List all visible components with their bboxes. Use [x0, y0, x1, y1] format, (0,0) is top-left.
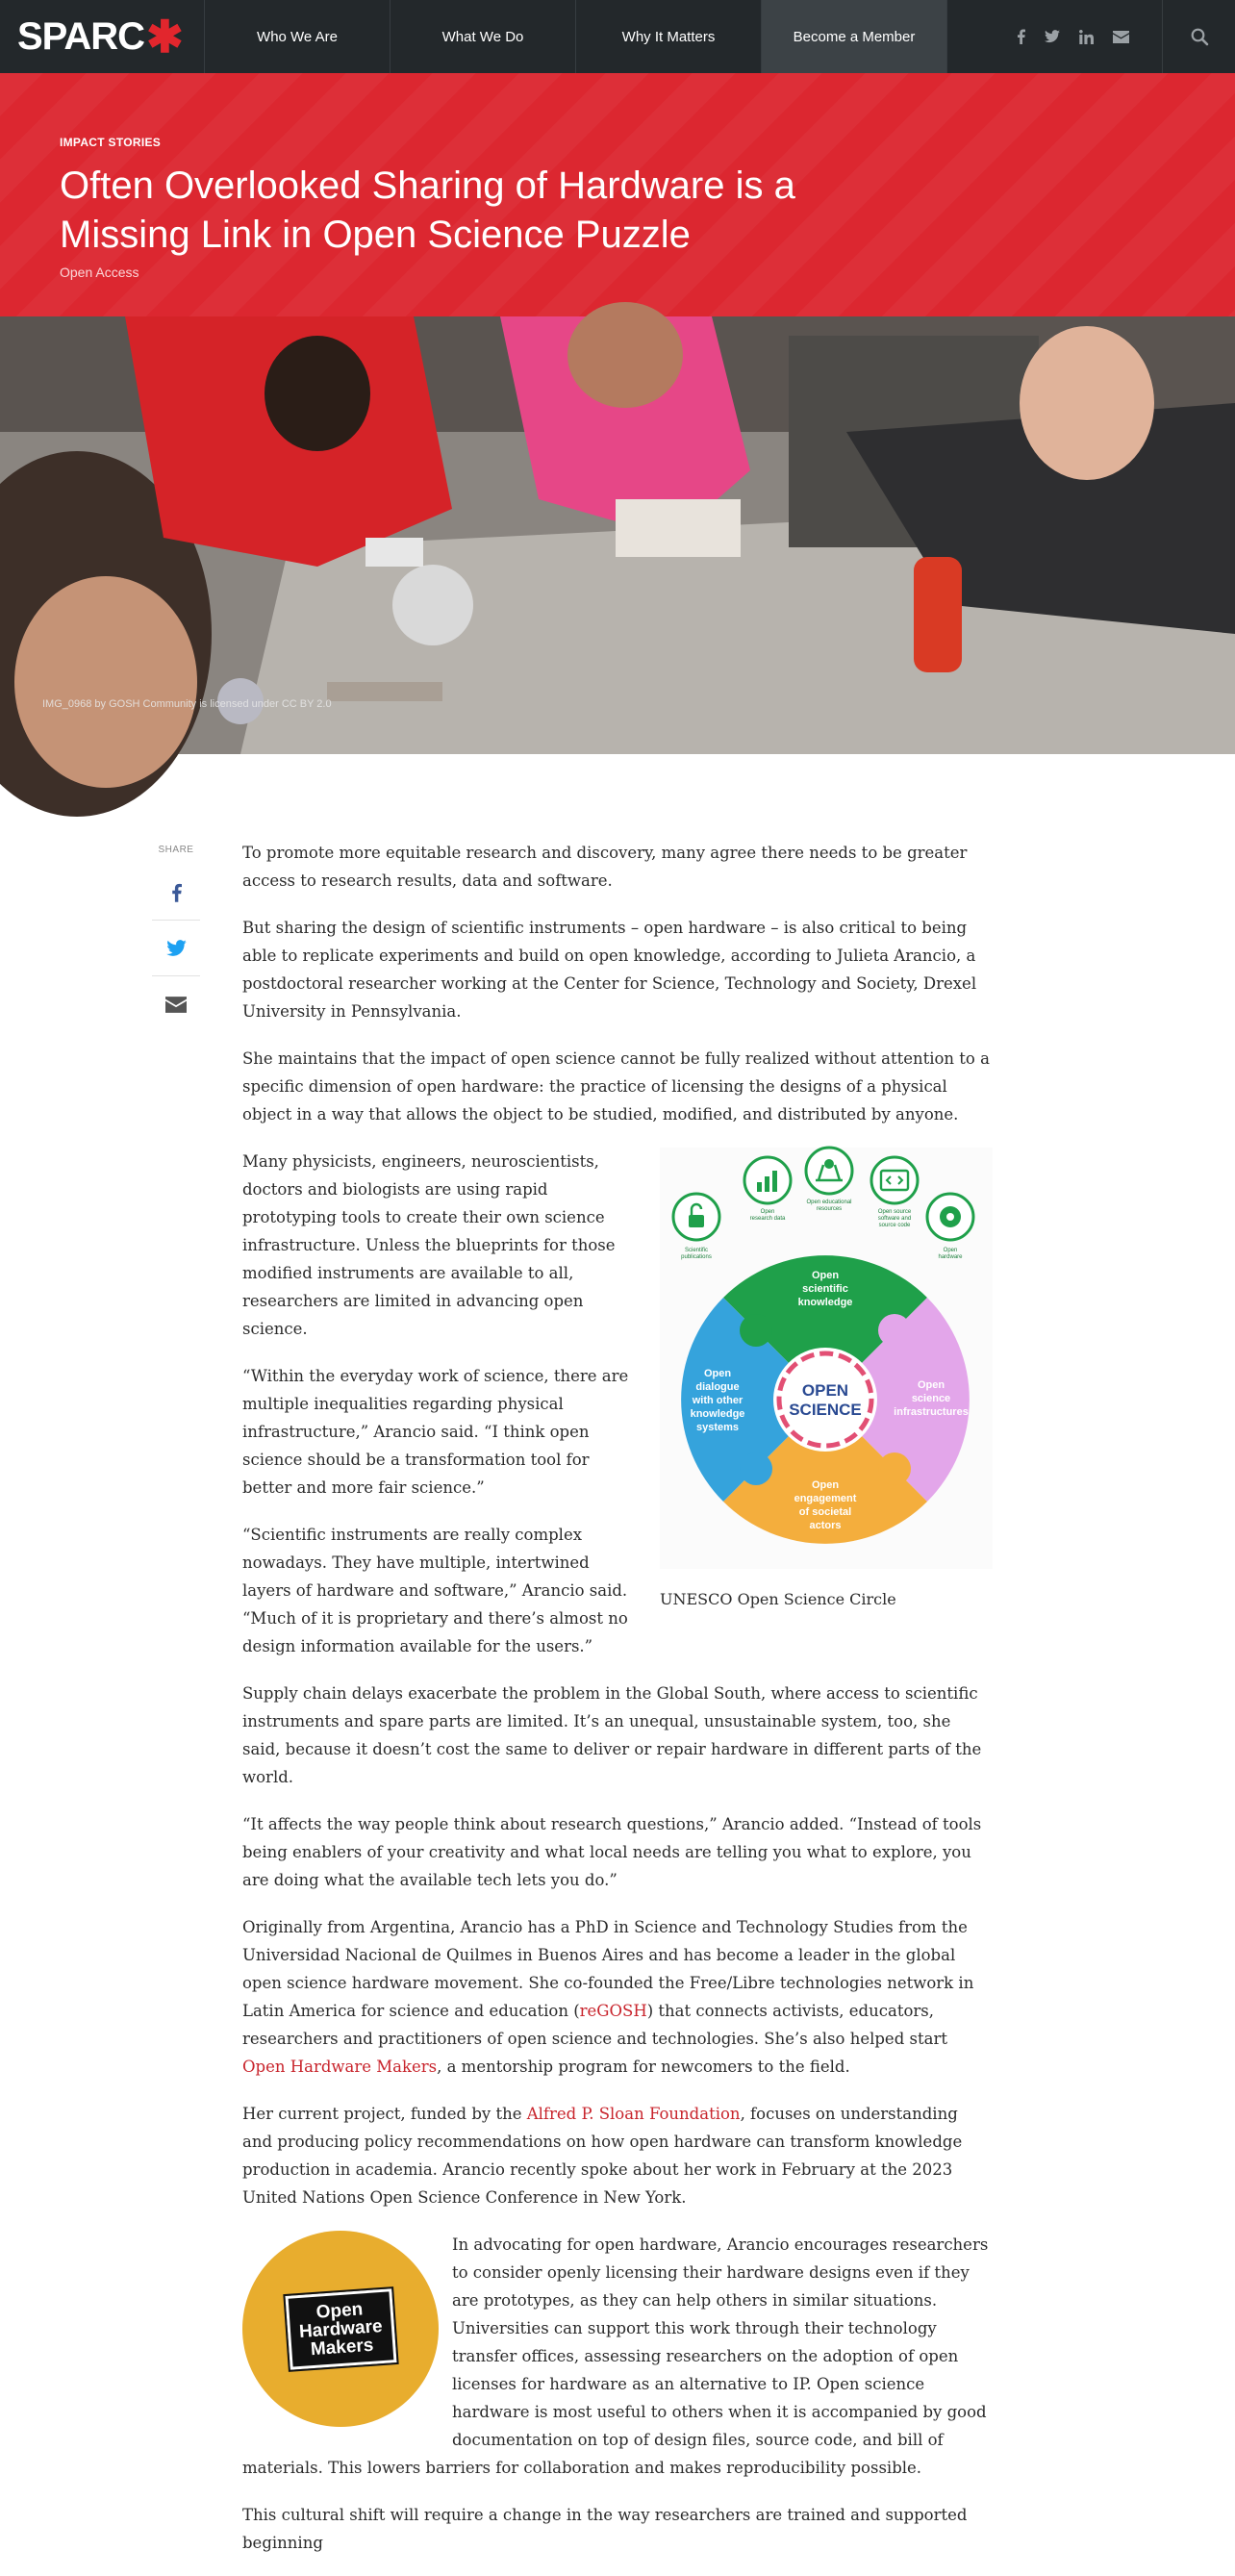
badge-label: publications — [681, 1254, 712, 1260]
segment-label-infrastructures: infrastructures — [894, 1406, 969, 1418]
paragraph — [242, 2100, 993, 2211]
segment-label-engagement: actors — [809, 1520, 842, 1531]
segment-label-dialogue: with other — [692, 1395, 744, 1406]
segment-label-dialogue: systems — [695, 1422, 740, 1433]
figure-caption: UNESCO Open Science Circle — [660, 1590, 896, 1608]
email-icon — [165, 997, 187, 1013]
unesco-figure — [660, 1148, 993, 1613]
facebook-icon — [171, 883, 182, 902]
badge-label: Scientific — [684, 1248, 709, 1253]
linkedin-icon[interactable] — [1079, 30, 1094, 44]
center-label-science: SCIENCE — [789, 1401, 862, 1419]
segment-label-engagement: engagement — [794, 1493, 857, 1504]
search-icon — [1191, 28, 1208, 45]
open-science-circle-diagram — [660, 1148, 993, 1569]
segment-label-infrastructures: Open — [917, 1379, 945, 1391]
paragraph-text: , focuses on understanding and producing policy recommendations on how open hardware can transform knowledge production in academia. Arancio recently spoke about her work in February at the 2023 United Nations Open Science Conference in New York. — [242, 2105, 963, 2207]
segment-label-dialogue: Open — [703, 1368, 732, 1379]
segment-label-knowledge: scientific — [802, 1283, 848, 1295]
twitter-icon[interactable] — [1045, 30, 1060, 43]
twitter-icon — [166, 940, 187, 957]
paragraph: Supply chain delays exacerbate the problem in the Global South, where access to scientific instruments and spare parts are limited. It’s an unequal, unsustainable system, too, she said, because it doesn’t cost the same to deliver or repair hardware in different parts of the world. — [242, 1684, 982, 1786]
badge-label: Open — [943, 1248, 958, 1253]
nav-who-we-are[interactable]: Who We Are — [204, 0, 390, 73]
paragraph-text: Originally from Argentina, Arancio has a PhD in Science and Technology Studies from the Universidad Nacional de Quilmes in Buenos Aires and has become a leader in the global open science hardware movement. She co-founded the Free/Libre technologies network in Latin America for science and education ( — [242, 1918, 974, 2020]
photo-credit: IMG_0968 by GOSH Community is licensed under CC BY 2.0 — [42, 698, 332, 710]
share-email-button[interactable] — [152, 976, 200, 1032]
social-links — [946, 0, 1162, 73]
badge-label: hardware — [938, 1254, 963, 1260]
paragraph: “Within the everyday work of science, there are multiple inequalities regarding physical infrastructure,” Arancio said. “I think open science should be a transformation tool for better and more fair science.” — [242, 1367, 629, 1497]
badge-label: source code — [878, 1223, 911, 1228]
facebook-icon[interactable] — [1017, 29, 1025, 44]
email-icon[interactable] — [1113, 31, 1129, 43]
ohm-line: Hardware — [298, 2315, 383, 2342]
badge-label: research data — [749, 1216, 786, 1222]
article-body — [242, 839, 993, 2576]
paragraph: Many physicists, engineers, neuroscientists, doctors and biologists are using rapid prototyping tools to create their own science infrastructure. Unless the blueprints for those modified instruments are available to all, researchers are limited in advancing open science. — [242, 1152, 616, 1338]
segment-label-knowledge: Open — [811, 1270, 840, 1281]
badge-label: Open — [760, 1209, 775, 1215]
segment-label-infrastructures: science — [911, 1393, 951, 1404]
open-hardware-makers-logo — [242, 2231, 439, 2427]
search-button[interactable] — [1162, 0, 1235, 73]
sloan-foundation-link[interactable]: Alfred P. Sloan Foundation — [526, 2105, 741, 2123]
segment-label-engagement: of societal — [798, 1506, 852, 1518]
share-label: SHARE — [158, 845, 194, 855]
paragraph-text: ) that connects activists, educators, researchers and practitioners of open science and technologies. She’s also helped start — [242, 2002, 947, 2048]
ohm-line: Open — [315, 2298, 364, 2323]
nav-why-it-matters[interactable]: Why It Matters — [575, 0, 761, 73]
ohm-line: Makers — [309, 2335, 374, 2360]
ohm-logo-wordmark — [285, 2288, 396, 2370]
paragraph — [242, 1913, 993, 2081]
badge-label: resources — [816, 1206, 843, 1212]
paragraph-text: Her current project, funded by the — [242, 2105, 527, 2123]
center-label-open: OPEN — [801, 1381, 849, 1400]
badge-label: software and — [877, 1216, 912, 1222]
category-kicker[interactable]: IMPACT STORIES — [60, 136, 162, 149]
paragraph: “It affects the way people think about research questions,” Arancio added. “Instead of tools being enablers of your creativity and what local needs are telling you what to explore, you are doing what the available tech lets you do.” — [242, 1815, 982, 1889]
sparc-logo[interactable] — [0, 0, 204, 73]
hero-photo — [0, 316, 1235, 754]
segment-label-engagement: Open — [811, 1479, 840, 1491]
topic-tag[interactable]: Open Access — [60, 265, 139, 280]
segment-label-dialogue: dialogue — [695, 1381, 740, 1393]
page-title: Often Overlooked Sharing of Hardware is a Missing Link in Open Science Puzzle — [60, 164, 795, 256]
nav-become-a-member[interactable]: Become a Member — [761, 0, 946, 73]
share-facebook-button[interactable] — [152, 865, 200, 921]
share-twitter-button[interactable] — [152, 921, 200, 976]
paragraph: But sharing the design of scientific instruments – open hardware – is also critical to being able to replicate experiments and build on open knowledge, according to Julieta Arancio, a postdoctoral researcher working at the Center for Science, Technology and Society, Drexel University in Pennsylvania. — [242, 919, 977, 1021]
nav-what-we-do[interactable]: What We Do — [390, 0, 575, 73]
article-header — [0, 73, 1235, 316]
regosh-link[interactable]: reGOSH — [579, 2002, 647, 2020]
logo-star-icon: ✱ — [146, 12, 183, 62]
workshop-photo-illustration — [0, 316, 1235, 754]
paragraph: In advocating for open hardware, Arancio encourages researchers to consider openly licensing their hardware designs even if they are prototypes, as they can help others in similar situations. Universities can support this work through their technology transfer offices, assessing researchers on the adoption of open licenses for hardware as an alternative to IP. Open science hardware is most useful to others when it is accompanied by good documentation on top of design files, source code, and bill of materials. This lowers barriers for collaboration and makes reproducibility possible. — [242, 2235, 989, 2477]
share-toolbar — [152, 845, 200, 1032]
logo-text: SPARC — [17, 14, 145, 58]
open-hardware-makers-link[interactable]: Open Hardware Makers — [242, 2058, 438, 2076]
paragraph: She maintains that the impact of open science cannot be fully realized without attention to a specific dimension of open hardware: the practice of licensing the designs of a physical object in a way that allows the object to be studied, modified, and distributed by anyone. — [242, 1049, 990, 1124]
badge-label: Open source — [877, 1209, 912, 1215]
segment-label-knowledge: knowledge — [797, 1297, 853, 1308]
paragraph-text: , a mentorship program for newcomers to the field. — [437, 2058, 850, 2076]
paragraph: This cultural shift will require a change in the way researchers are trained and supported beginning — [242, 2506, 968, 2552]
paragraph: “Scientific instruments are really complex nowadays. They have multiple, intertwined layers of hardware and software,” Arancio said. “Much of it is proprietary and there’s almost no design information available for the users.” — [242, 1526, 628, 1655]
top-navigation — [0, 0, 1235, 73]
paragraph: To promote more equitable research and discovery, many agree there needs to be greater access to research results, data and software. — [242, 844, 968, 890]
segment-label-dialogue: knowledge — [690, 1408, 745, 1420]
badge-label: Open educational — [806, 1200, 852, 1205]
